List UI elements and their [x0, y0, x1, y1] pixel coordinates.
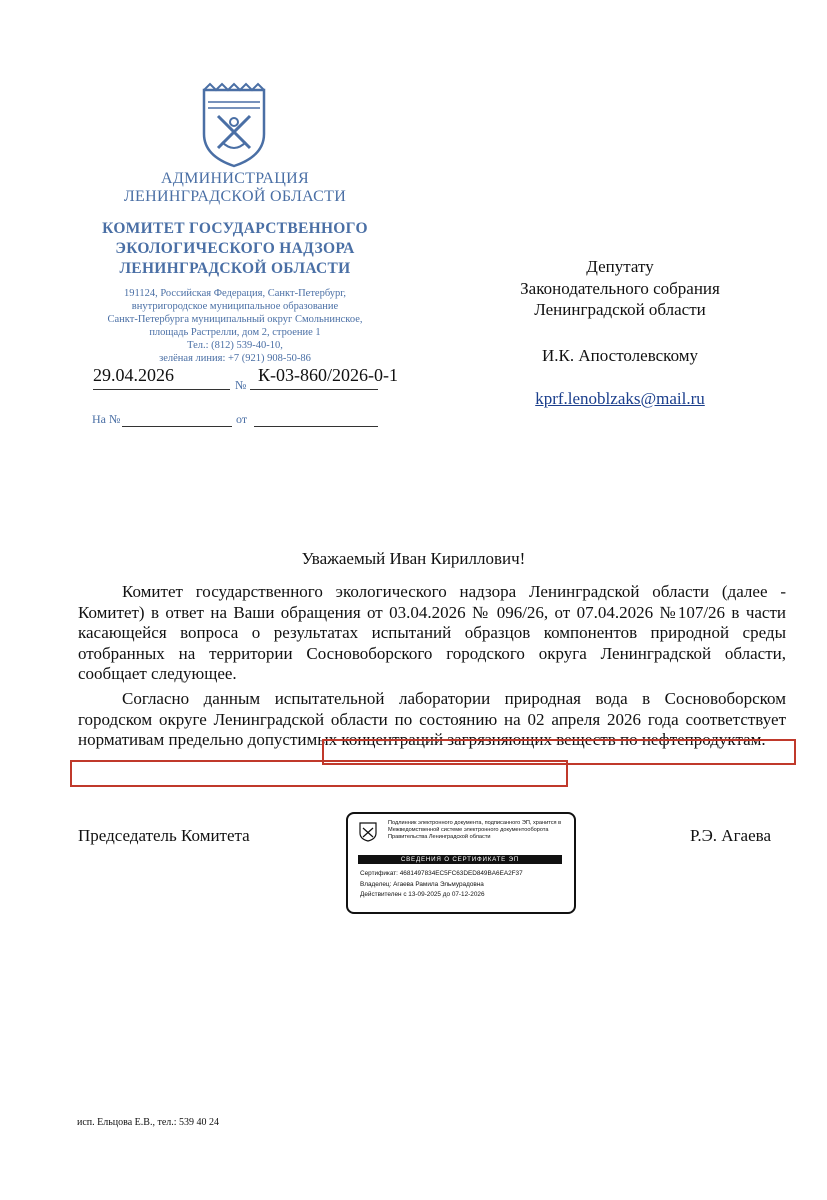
signer-name: Р.Э. Агаева — [690, 826, 771, 845]
addressee-line: Ленинградской области — [534, 300, 706, 319]
highlight-box-line2 — [70, 760, 568, 787]
stamp-note: Подлинник электронного документа, подписанного ЭП, хранится в Межведомственной системе электронного документооборота Правительства Ленинградской области — [388, 820, 562, 840]
committee-title-line: ЭКОЛОГИЧЕСКОГО НАДЗОРА — [115, 240, 355, 257]
address-line: зелёная линия: +7 (921) 908-50-86 — [159, 353, 311, 364]
stamp-certificate: Сертификат: 4681497834EC5FC63DED849BA6EA2F37 — [360, 870, 523, 877]
addressee-email-link[interactable]: kprf.lenoblzaks@mail.ru — [535, 389, 705, 408]
address-line: площадь Растрелли, дом 2, строение 1 — [149, 327, 321, 338]
addressee-line: Законодательного собрания — [520, 278, 720, 298]
stamp-owner: Владелец: Агаева Рамила Эльмурадовна — [360, 880, 484, 888]
executor-note: исп. Ельцова Е.В., тел.: 539 40 24 — [77, 1117, 220, 1128]
admin-title-line1: АДМИНИСТРАЦИЯ — [161, 170, 309, 187]
registration-number: К-03-860/2026-0-1 — [258, 365, 398, 385]
committee-title-line: ЛЕНИНГРАДСКОЙ ОБЛАСТИ — [119, 260, 351, 277]
registration-date: 29.04.2026 — [93, 365, 174, 385]
admin-title-line2: ЛЕНИНГРАДСКОЙ ОБЛАСТИ — [123, 188, 347, 205]
reply-from-label: от — [236, 412, 248, 426]
e-signature-stamp — [346, 812, 576, 914]
stamp-validity: Действителен с 13-09-2025 до 07-12-2026 — [360, 891, 485, 898]
addressee-name: И.К. Апостолевскому — [541, 345, 699, 365]
stamp-header: СВЕДЕНИЯ О СЕРТИФИКАТЕ ЭП — [358, 855, 562, 864]
address-line: Тел.: (812) 539-40-10, — [187, 340, 283, 351]
stamp-crest-icon — [358, 820, 378, 842]
address-line: 191124, Российская Федерация, Санкт-Петербург, — [123, 288, 347, 299]
reply-date-underline — [254, 426, 378, 427]
committee-title-line: КОМИТЕТ ГОСУДАРСТВЕННОГО — [102, 220, 368, 237]
body-paragraph-2: Согласно данным испытательной лаборатории природная вода в Сосновоборском городском округе Ленинградской области по состоянию на 02 апреля 2026 года соответствует нормативам предельно допустимых концентраций загрязняющих веществ по нефтепродуктам. — [78, 689, 786, 750]
addressee-block — [500, 256, 740, 366]
address-line: Санкт-Петербурга муниципальный округ Смольнинское, — [107, 314, 363, 325]
addressee-line: Депутату — [586, 257, 654, 276]
stamp-details — [360, 869, 570, 901]
committee-address — [90, 287, 380, 365]
number-label: № — [235, 378, 247, 392]
body-paragraph-1: Комитет государственного экологического надзора Ленинградской области (далее - Комитет) в ответ на Ваши обращения от 03.04.2026 № 096/26, от 07.04.2026 №107/26 в части касающейся вопроса о результатах испытаний образцов компонентов природной среды отобранных на территории Сосновоборского городского округа Ленинградской области, сообщает следующее. — [78, 582, 786, 684]
coat-of-arms-icon — [198, 82, 270, 168]
signer-position: Председатель Комитета — [78, 826, 250, 845]
date-underline — [93, 389, 230, 390]
greeting: Уважаемый Иван Кириллович! — [301, 549, 526, 568]
reply-number-underline — [122, 426, 232, 427]
reply-to-label: На № — [92, 412, 121, 426]
committee-title — [80, 219, 390, 279]
address-line: внутригородское муниципальное образование — [131, 301, 339, 312]
number-underline — [250, 389, 378, 390]
